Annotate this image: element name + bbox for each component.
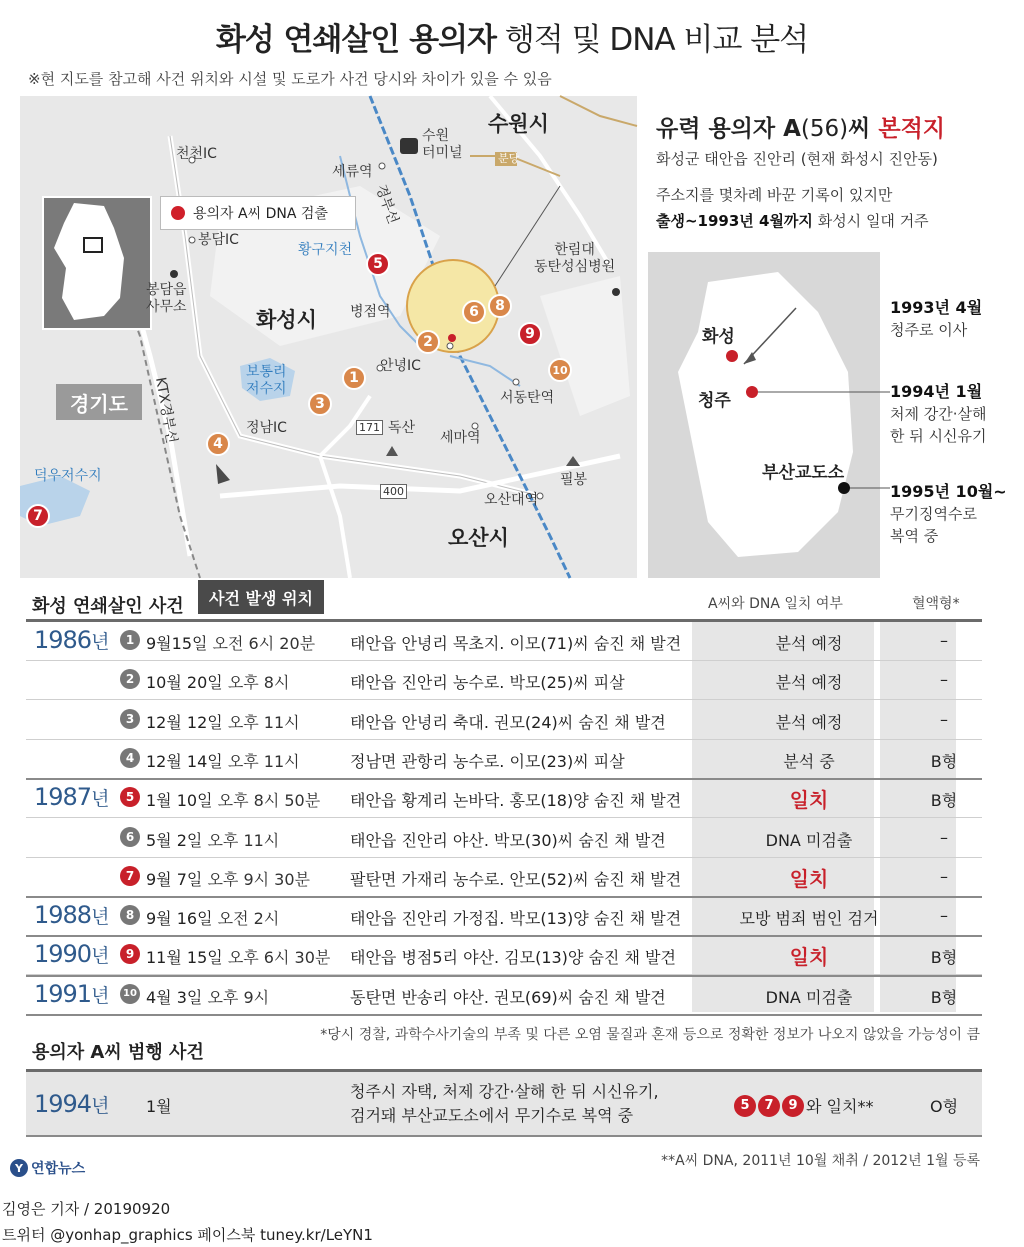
label-bongdam-ic: 봉담IC — [198, 232, 239, 248]
label-hallym: 한림대 동탄성심병원 — [534, 242, 616, 275]
map-marker-9: 9 — [518, 322, 542, 346]
incident-desc: 태안읍 병점5리 야산. 김모(13)양 숨진 채 발견 — [350, 948, 676, 968]
incident-datetime: 1월 10일 오후 8시 50분 — [146, 791, 321, 811]
korea-label-cheongju: 청주 — [698, 391, 731, 411]
case-month: 1월 — [146, 1097, 172, 1116]
label-botong: 보통리 저수지 — [246, 364, 287, 397]
incident-desc: 태안읍 진안리 농수로. 박모(25)씨 피살 — [350, 673, 625, 693]
label-osan: 오산시 — [448, 526, 509, 550]
dna-result: 일치 — [789, 788, 829, 813]
suspect-address: 화성군 태안읍 진안리 (현재 화성시 진안동) — [656, 150, 938, 168]
incident-number: 9 — [120, 944, 140, 964]
map-marker-4: 4 — [206, 432, 230, 456]
label-hwanggujicheon: 황구지천 — [298, 242, 353, 258]
incident-datetime: 5월 2일 오후 11시 — [146, 830, 280, 850]
blood-type: B형 — [930, 948, 958, 968]
reporter-credit: 김영은 기자 / 20190920 — [2, 1200, 171, 1218]
label-bundang: 분당 — [498, 152, 520, 165]
label-seryu: 세류역 — [332, 164, 373, 180]
province-label: 경기도 — [56, 384, 142, 420]
map-graphics — [20, 96, 637, 578]
sns-credit: 트위터 @yonhap_graphics 페이스북 tuney.kr/LeYN1 — [2, 1226, 373, 1244]
suspect-case-row — [26, 1069, 982, 1137]
row-year: 1991년 — [34, 979, 109, 1008]
timeline-1993: 1993년 4월 청주로 이사 — [890, 298, 983, 339]
incident-number: 6 — [120, 827, 140, 847]
incident-desc: 정남면 관항리 농수로. 이모(23)씨 피살 — [350, 751, 625, 771]
korea-inset-map — [42, 196, 152, 330]
match-num: 7 — [758, 1095, 780, 1117]
dna-result: 분석 예정 — [775, 712, 843, 732]
incident-desc: 태안읍 안녕리 축대. 권모(24)씨 숨진 채 발견 — [350, 712, 666, 732]
label-byeongjeom: 병점역 — [350, 304, 391, 320]
dna-result: 일치 — [789, 866, 829, 891]
map-marker-6: 6 — [462, 300, 486, 324]
incident-datetime: 12월 14일 오후 11시 — [146, 751, 300, 771]
incident-datetime: 10월 20일 오후 8시 — [146, 673, 290, 693]
map-note: ※현 지도를 참고해 사건 위치와 시설 및 도로가 사건 당시와 차이가 있을 수 있음 — [28, 70, 552, 88]
incident-number: 5 — [120, 787, 140, 807]
table-row — [26, 819, 982, 858]
incident-desc: 태안읍 황계리 논바닥. 홍모(18)양 숨진 채 발견 — [350, 791, 682, 811]
map-legend: 용의자 A씨 DNA 검출 — [160, 196, 356, 230]
blood-type: – — [940, 827, 948, 847]
col-blood: 혈액형* — [912, 596, 960, 612]
incident-datetime: 4월 3일 오후 9시 — [146, 987, 270, 1007]
map-marker-7: 7 — [26, 504, 50, 528]
incident-datetime: 11월 15일 오후 6시 30분 — [146, 948, 331, 968]
table-row — [26, 897, 982, 936]
map-marker-10: 10 — [548, 358, 572, 382]
timeline-1994: 1994년 1월 처제 강간·살해 한 뒤 시신유기 — [890, 382, 987, 445]
incident-number: 4 — [120, 748, 140, 768]
table-section-title: 화성 연쇄살인 사건 — [32, 596, 184, 617]
suspect-line1: 주소지를 몇차례 바꾼 기록이 있지만 — [656, 186, 893, 204]
korea-label-hwaseong: 화성 — [702, 327, 735, 347]
incident-number: 10 — [120, 984, 140, 1004]
table-row — [26, 936, 982, 975]
label-route400: 400 — [380, 484, 407, 499]
incident-number: 1 — [120, 630, 140, 650]
blood-type: B형 — [930, 987, 958, 1007]
dna-result: DNA 미검출 — [765, 830, 853, 850]
dna-result: 모방 범죄 범인 검거 — [739, 909, 879, 929]
dna-result: 분석 예정 — [775, 673, 843, 693]
suspect-case-title: 용의자 A씨 범행 사건 — [32, 1042, 204, 1063]
table-row — [26, 858, 982, 897]
row-year: 1987년 — [34, 783, 109, 812]
dna-result: 분석 중 — [783, 751, 835, 771]
case-year: 1994년 — [34, 1090, 109, 1118]
case-blood: O형 — [929, 1097, 959, 1116]
incident-number: 7 — [120, 866, 140, 886]
incident-datetime: 9월 7일 오후 9시 30분 — [146, 869, 310, 889]
label-suwon: 수원시 — [488, 112, 549, 136]
dna-result: DNA 미검출 — [765, 987, 853, 1007]
table-footnote: *당시 경찰, 과학수사기술의 부족 및 다른 오염 물질과 혼재 등으로 정확한 정보가 나오지 않았을 가능성이 큼 — [320, 1027, 980, 1043]
incident-datetime: 9월 16일 오전 2시 — [146, 909, 280, 929]
table-row — [26, 779, 982, 818]
table-row — [26, 740, 982, 779]
label-osandae: 오산대역 — [484, 492, 539, 508]
korea-label-busan: 부산교도소 — [762, 463, 845, 483]
incident-desc: 팔탄면 가재리 농수로. 안모(52)씨 숨진 채 발견 — [350, 869, 682, 889]
blood-type: – — [940, 906, 948, 926]
label-jeongnam-ic: 정남IC — [246, 420, 287, 436]
blood-type: – — [940, 709, 948, 729]
table-row — [26, 976, 982, 1015]
incident-desc: 태안읍 진안리 야산. 박모(30)씨 숨진 채 발견 — [350, 830, 666, 850]
blood-type: B형 — [930, 791, 958, 811]
label-deokwoo: 덕우저수지 — [34, 468, 102, 484]
page-title: 화성 연쇄살인 용의자 행적 및 DNA 비교 분석 — [215, 22, 809, 58]
map-marker-3: 3 — [308, 392, 332, 416]
map-marker-1: 1 — [342, 366, 366, 390]
label-doksan: 독산 — [388, 420, 416, 436]
blood-type: – — [940, 670, 948, 690]
dna-footnote: **A씨 DNA, 2011년 10월 채취 / 2012년 1월 등록 — [661, 1153, 980, 1169]
suspect-title: 유력 용의자 A(56)씨 본적지 — [656, 116, 946, 142]
label-pilbong: 필봉 — [560, 472, 588, 488]
incident-datetime: 9월15일 오전 6시 20분 — [146, 634, 316, 653]
blood-type: B형 — [930, 751, 958, 771]
label-ktx: KTX경부선 — [152, 376, 180, 445]
brand-icon: Y — [10, 1159, 28, 1177]
match-num: 5 — [734, 1095, 756, 1117]
row-year: 1988년 — [34, 901, 109, 930]
timeline-1995: 1995년 10월~ 무기징역수로 복역 중 — [890, 482, 1007, 545]
label-anyeong-ic: 안녕IC — [380, 358, 421, 374]
incident-number: 2 — [120, 669, 140, 689]
label-hwaseong: 화성시 — [256, 308, 317, 332]
table-row — [26, 622, 982, 661]
label-cheoncheon-ic: 천천IC — [176, 146, 217, 162]
map-marker-8: 8 — [488, 294, 512, 318]
suspect-line2: 출생~1993년 4월까지 화성시 일대 거주 — [656, 212, 929, 230]
incident-callout: 사건 발생 위치 — [198, 580, 324, 614]
map-marker-5: 5 — [366, 252, 390, 276]
label-terminal: 수원 터미널 — [422, 128, 463, 161]
blood-type: – — [940, 866, 948, 886]
map-marker-2: 2 — [416, 330, 440, 354]
case-match: 5 7 9 와 일치** — [734, 1094, 873, 1117]
incident-number: 3 — [120, 709, 140, 729]
label-bongdam-office: 봉담읍 사무소 — [146, 282, 187, 315]
match-num: 9 — [782, 1095, 804, 1117]
table-row — [26, 661, 982, 700]
incident-number: 8 — [120, 905, 140, 925]
dna-dot-icon — [171, 206, 185, 220]
incident-desc: 태안읍 안녕리 목초지. 이모(71)씨 숨진 채 발견 — [350, 634, 682, 653]
incident-desc: 태안읍 진안리 가정집. 박모(13)양 숨진 채 발견 — [350, 909, 682, 929]
row-year: 1990년 — [34, 940, 109, 969]
case-desc: 청주시 자택, 처제 강간·살해 한 뒤 시신유기, 검거돼 부산교도소에서 무기수로 복역 중 — [350, 1082, 659, 1125]
table-row — [26, 701, 982, 740]
brand-logo: Y 연합뉴스 — [10, 1158, 85, 1178]
incident-datetime: 12월 12일 오후 11시 — [146, 712, 300, 732]
label-gyeongbuseon: 경부선 — [372, 182, 402, 227]
col-dna: A씨와 DNA 일치 여부 — [708, 596, 843, 612]
incident-desc: 동탄면 반송리 야산. 권모(69)씨 숨진 채 발견 — [350, 987, 666, 1007]
blood-type: – — [940, 631, 948, 650]
dna-result: 분석 예정 — [775, 634, 843, 653]
label-route171: 171 — [356, 420, 383, 435]
row-year: 1986년 — [34, 626, 109, 654]
label-seodongtan: 서동탄역 — [500, 390, 555, 406]
korea-map — [648, 252, 880, 578]
dna-result: 일치 — [789, 945, 829, 970]
label-semado: 세마역 — [440, 430, 481, 446]
